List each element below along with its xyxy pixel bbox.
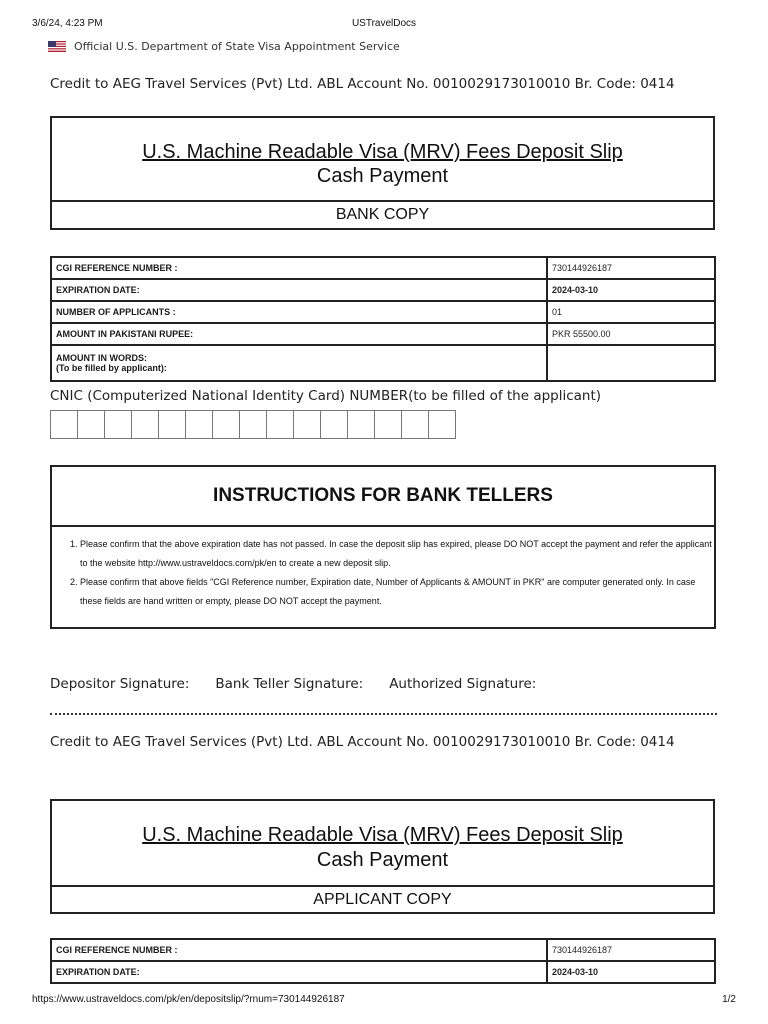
cnic-input-boxes	[50, 410, 455, 439]
row-key-number-of-applicants: NUMBER OF APPLICANTS :	[51, 301, 547, 323]
bank-copy-label: BANK COPY	[52, 200, 713, 230]
bank-teller-signature-label: Bank Teller Signature:	[215, 676, 364, 692]
instructions-list	[52, 535, 714, 611]
row-key-expiration-date: EXPIRATION DATE:	[51, 961, 547, 983]
row-value-cgi-reference: 730144926187	[547, 257, 715, 279]
cnic-digit-box[interactable]	[320, 410, 348, 439]
cnic-digit-box[interactable]	[158, 410, 186, 439]
slip-subtitle-applicant: Cash Payment	[316, 849, 449, 871]
instruction-item: 1. Please confirm that the above expiration date has not passed. In case the deposit slip has expired, please DO NOT accept the payment and refer the applicant to the website http://www.ustraveldocs.com/pk/en to create a new deposit slip.	[80, 535, 714, 573]
slip-title-applicant: U.S. Machine Readable Visa (MRV) Fees Deposit Slip	[142, 824, 623, 846]
official-banner	[48, 40, 400, 53]
cnic-digit-box[interactable]	[347, 410, 375, 439]
credit-line-applicant: Credit to AEG Travel Services (Pvt) Ltd. ABL Account No. 0010029173010010 Br. Code: 0414	[50, 734, 675, 750]
row-value-amount-in-words[interactable]	[547, 345, 715, 381]
table-row	[51, 345, 715, 381]
row-key-amount-in-words	[51, 345, 547, 381]
cnic-digit-box[interactable]	[212, 410, 240, 439]
cnic-digit-box[interactable]	[77, 410, 105, 439]
table-row	[51, 257, 715, 279]
print-datetime: 3/6/24, 4:23 PM	[32, 18, 103, 29]
slip-header-box	[50, 116, 715, 230]
credit-line: Credit to AEG Travel Services (Pvt) Ltd. ABL Account No. 0010029173010010 Br. Code: 0414	[50, 76, 675, 92]
us-flag-icon	[48, 41, 66, 52]
slip-title: U.S. Machine Readable Visa (MRV) Fees Deposit Slip	[142, 141, 623, 163]
slip-title-block-applicant	[52, 801, 713, 885]
banner-text: Official U.S. Department of State Visa Appointment Service	[74, 40, 400, 53]
table-row	[51, 939, 715, 961]
cnic-digit-box[interactable]	[50, 410, 78, 439]
depositor-signature-label: Depositor Signature:	[50, 676, 190, 692]
cnic-digit-box[interactable]	[293, 410, 321, 439]
cnic-digit-box[interactable]	[266, 410, 294, 439]
row-key-cgi-reference: CGI REFERENCE NUMBER :	[51, 257, 547, 279]
print-site-title: USTravelDocs	[351, 18, 417, 29]
table-row	[51, 961, 715, 983]
row-key-cgi-reference: CGI REFERENCE NUMBER :	[51, 939, 547, 961]
print-page-number: 1/2	[722, 994, 736, 1005]
instruction-item: 2. Please confirm that above fields "CGI Reference number, Expiration date, Number of Applicants & AMOUNT in PKR" are computer generated only. In case these fields are hand written or empty, please DO NOT accept the payment.	[80, 573, 714, 611]
row-key-amount-pkr: AMOUNT IN PAKISTANI RUPEE:	[51, 323, 547, 345]
cnic-digit-box[interactable]	[374, 410, 402, 439]
cnic-label: CNIC (Computerized National Identity Card) NUMBER(to be filled of the applicant)	[50, 388, 602, 404]
slip-title-block	[52, 118, 713, 200]
instructions-box	[50, 465, 716, 629]
cnic-digit-box[interactable]	[239, 410, 267, 439]
slip-header-box-applicant	[50, 799, 715, 914]
row-value-expiration-date: 2024-03-10	[547, 961, 715, 983]
table-row	[51, 301, 715, 323]
cnic-digit-box[interactable]	[131, 410, 159, 439]
amount-in-words-label: AMOUNT IN WORDS:	[56, 353, 147, 363]
authorized-signature-label: Authorized Signature:	[389, 676, 537, 692]
print-footer-url: https://www.ustraveldocs.com/pk/en/depositslip/?rnum=730144926187	[32, 994, 345, 1005]
cnic-digit-box[interactable]	[185, 410, 213, 439]
table-row	[51, 323, 715, 345]
row-value-number-of-applicants: 01	[547, 301, 715, 323]
slip-subtitle: Cash Payment	[316, 165, 449, 187]
bank-copy-table	[50, 256, 716, 382]
table-row	[51, 279, 715, 301]
row-value-amount-pkr: PKR 55500.00	[547, 323, 715, 345]
cut-line-divider	[50, 713, 717, 715]
applicant-copy-label: APPLICANT COPY	[52, 885, 713, 914]
applicant-copy-table	[50, 938, 716, 984]
row-key-expiration-date: EXPIRATION DATE:	[51, 279, 547, 301]
cnic-digit-box[interactable]	[428, 410, 456, 439]
signature-row	[50, 676, 536, 692]
amount-in-words-note: (To be filled by applicant):	[56, 363, 167, 373]
cnic-digit-box[interactable]	[401, 410, 429, 439]
cnic-digit-box[interactable]	[104, 410, 132, 439]
row-value-expiration-date: 2024-03-10	[547, 279, 715, 301]
instructions-title: INSTRUCTIONS FOR BANK TELLERS	[52, 467, 714, 527]
row-value-cgi-reference: 730144926187	[547, 939, 715, 961]
